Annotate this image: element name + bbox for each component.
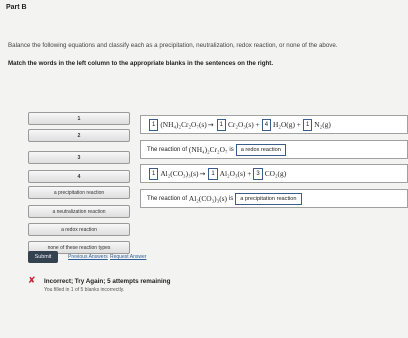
feedback-message: Incorrect; Try Again; 5 attempts remaining: [44, 278, 171, 285]
blank-eq1-coef1[interactable]: 1: [149, 119, 158, 131]
submit-button[interactable]: Submit: [28, 251, 58, 263]
feedback-detail: You filled in 1 of 5 blanks incorrectly.: [44, 287, 125, 293]
drag-item-none[interactable]: none of these reaction types: [28, 241, 130, 254]
drag-item-2[interactable]: 2: [28, 129, 130, 142]
blank-eq2-coef3[interactable]: 3: [253, 168, 262, 180]
reaction-arrow-icon: →: [199, 169, 206, 178]
sentence-equation-2: [140, 164, 408, 183]
sentence-classification-1: [140, 140, 408, 159]
eq1-product3: N₂(g): [314, 120, 331, 129]
part-title: Part B: [6, 4, 27, 11]
eq2-product2: CO₂(g): [264, 169, 287, 178]
eq1-product1: Cr₂O₃(s) +: [228, 120, 260, 129]
drag-item-redox[interactable]: a redox reaction: [28, 223, 130, 236]
eq1-product2: H₂O(g) +: [273, 120, 301, 129]
drag-item-4[interactable]: 4: [28, 170, 130, 183]
reaction-arrow-icon: →: [207, 120, 214, 129]
class1-is: is: [229, 146, 234, 153]
request-answer-link[interactable]: Request Answer: [110, 254, 147, 260]
blank-eq1-coef3[interactable]: 4: [262, 119, 271, 131]
blank-class1[interactable]: a redox reaction: [236, 144, 286, 156]
class1-compound: (NH₄)₂Cr₂O₇: [188, 145, 228, 154]
sentence-classification-2: [140, 189, 408, 208]
previous-answers-link[interactable]: Previous Answers: [68, 254, 108, 260]
blank-class2[interactable]: a precipitation reaction: [235, 193, 301, 205]
blank-eq1-coef4[interactable]: 1: [303, 119, 312, 131]
class2-is: is: [228, 195, 234, 202]
drag-item-neutralization[interactable]: a neutralization reaction: [28, 205, 130, 218]
drag-item-3[interactable]: 3: [28, 151, 130, 164]
sentence-equation-1: [140, 115, 408, 134]
drag-item-precipitation[interactable]: a precipitation reaction: [28, 186, 130, 199]
class2-compound: Al₂(CO₃)₃(s): [188, 194, 227, 203]
eq2-reactant: Al₂(CO₃)₃(s): [160, 169, 199, 178]
blank-eq2-coef2[interactable]: 1: [208, 168, 217, 180]
class1-prefix: The reaction of: [147, 146, 188, 153]
incorrect-x-icon: ✘: [28, 276, 36, 286]
eq2-product1: Al₂O₃(s) +: [219, 169, 252, 178]
eq1-reactant: (NH₄)₂Cr₂O₇(s): [160, 120, 207, 129]
blank-eq2-coef1[interactable]: 1: [149, 168, 158, 180]
class2-prefix: The reaction of: [147, 195, 188, 202]
instructions-text: Balance the following equations and classify each as a precipitation, neutralization, redox reaction, or none of the above.: [8, 42, 338, 49]
match-instruction: Match the words in the left column to the appropriate blanks in the sentences on the right.: [8, 60, 274, 67]
drag-item-1[interactable]: 1: [28, 112, 130, 125]
blank-eq1-coef2[interactable]: 1: [217, 119, 226, 131]
